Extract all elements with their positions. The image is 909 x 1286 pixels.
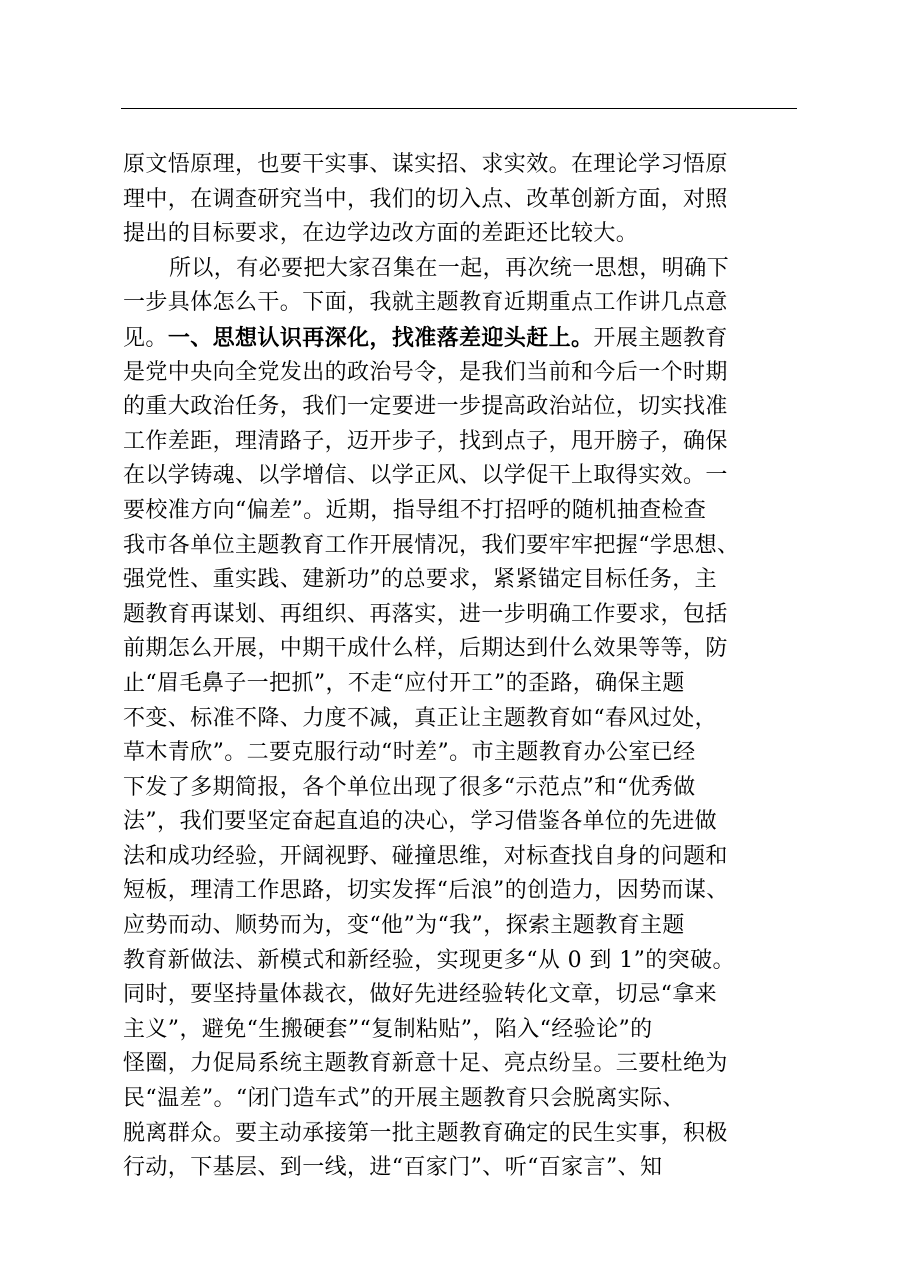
text-line	[123, 529, 813, 564]
text-line	[123, 771, 813, 806]
text-line	[123, 874, 813, 909]
text-segment: 前期怎么开展，中期干成什么样，后期达到什么效果等等，防	[123, 636, 728, 662]
text-line	[123, 805, 813, 840]
text-segment: 开展主题教育	[593, 325, 728, 351]
text-segment: 脱离群众。要主动承接第一批主题教育确定的民生实事，积极	[123, 1120, 728, 1146]
text-segment: 教育新做法、新模式和新经验，实现更多“从 0 到 1”的突破。	[123, 947, 735, 973]
paragraph-first-line	[123, 252, 813, 287]
text-segment: 怪圈，力促局系统主题教育新意十足、亮点纷呈。三要杜绝为	[123, 1051, 728, 1077]
text-segment: 是党中央向全党发出的政治号令，是我们当前和今后一个时期	[123, 359, 728, 385]
text-segment: 同时，要坚持量体裁衣，做好先进经验转化文章，切忌“拿来	[123, 982, 718, 1008]
text-segment: 原文悟原理，也要干实事、谋实招、求实效。在理论学习悟原	[123, 152, 728, 177]
text-segment: 我市各单位主题教育工作开展情况，我们要牢牢把握“学思想、	[123, 532, 740, 558]
text-segment: 下发了多期简报，各个单位出现了很多“示范点”和“优秀做	[123, 774, 696, 800]
text-segment: 行动，下基层、到一线，进“百家门”、听“百家言”、知	[123, 1155, 663, 1181]
text-line	[123, 1047, 813, 1082]
text-line	[123, 1082, 813, 1117]
text-line	[123, 702, 813, 737]
text-line	[123, 736, 813, 771]
text-segment: 强党性、重实践、建新功”的总要求，紧紧锚定目标任务，主	[123, 567, 718, 593]
text-segment: 所以，有必要把大家召集在一起，再次统一思想，明确下	[169, 255, 730, 281]
text-line	[123, 840, 813, 875]
text-line	[123, 425, 813, 460]
text-line	[123, 944, 813, 979]
text-line	[123, 632, 813, 667]
header-rule	[121, 108, 797, 109]
text-line	[123, 217, 813, 252]
text-segment: 理中，在调查研究当中，我们的切入点、改革创新方面，对照	[123, 186, 728, 212]
text-line	[123, 1013, 813, 1048]
text-segment: 应势而动、顺势而为，变“他”为“我”，探索主题教育主题	[123, 913, 685, 939]
text-line	[123, 563, 813, 598]
text-segment: 不变、标准不降、力度不减，真正让主题教育如“春风过处，	[123, 705, 718, 731]
text-segment: 主义”，避免“生搬硬套”“复制粘贴”，陷入“经验论”的	[123, 1016, 653, 1042]
text-line	[123, 183, 813, 218]
section-heading: 一、思想认识再深化，找准落差迎头赶上。	[167, 324, 594, 351]
text-segment: 民“温差”。“闭门造车式”的开展主题教育只会脱离实际、	[123, 1086, 685, 1112]
text-segment: 短板，理清工作思路，切实发挥“后浪”的创造力，因势而谋、	[123, 878, 729, 904]
body-text	[123, 148, 813, 1186]
text-line	[123, 1117, 813, 1152]
text-segment: 在以学铸魂、以学增信、以学正风、以学促干上取得实效。一	[123, 463, 728, 489]
text-segment: 法和成功经验，开阔视野、碰撞思维，对标查找自身的问题和	[123, 843, 728, 869]
text-line	[123, 390, 813, 425]
text-segment: 题教育再谋划、再组织、再落实，进一步明确工作要求，包括	[123, 601, 728, 627]
text-line	[123, 909, 813, 944]
text-segment: 要校准方向“偏差”。近期，指导组不打招呼的随机抽查检查	[123, 497, 707, 523]
text-line	[123, 1151, 813, 1186]
text-line	[123, 978, 813, 1013]
text-line	[123, 494, 813, 529]
text-line	[123, 286, 813, 321]
text-segment: 草木青欣”。二要克服行动“时差”。市主题教育办公室已经	[123, 740, 696, 766]
text-segment: 的重大政治任务，我们一定要进一步提高政治站位，切实找准	[123, 394, 728, 420]
text-segment: 见。	[123, 325, 168, 351]
text-segment: 一步具体怎么干。下面，我就主题教育近期重点工作讲几点意	[123, 290, 728, 316]
text-segment: 法”，我们要坚定奋起直追的决心，学习借鉴各单位的先进做	[123, 809, 718, 835]
text-line	[123, 321, 813, 356]
text-segment: 工作差距，理清路子，迈开步子，找到点子，甩开膀子，确保	[123, 428, 728, 454]
text-line	[123, 148, 813, 183]
text-segment: 止“眉毛鼻子一把抓”，不走“应付开工”的歪路，确保主题	[123, 670, 685, 696]
text-line	[123, 598, 813, 633]
text-segment: 提出的目标要求，在边学边改方面的差距还比较大。	[123, 221, 639, 247]
text-line	[123, 356, 813, 391]
text-line	[123, 459, 813, 494]
text-line	[123, 667, 813, 702]
